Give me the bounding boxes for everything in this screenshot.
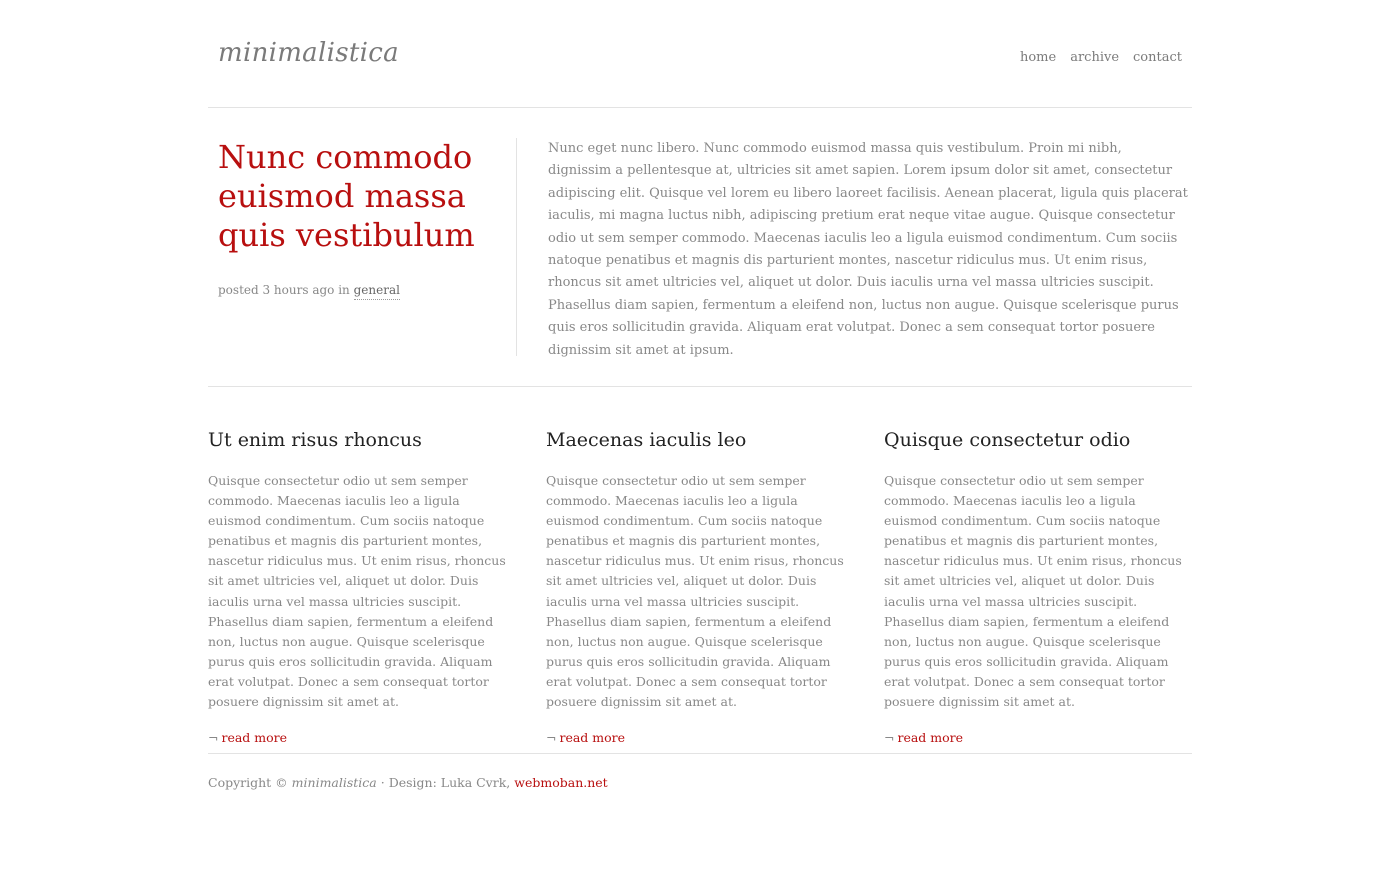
site-header xyxy=(208,0,1192,108)
read-more-label: read more xyxy=(221,730,288,746)
featured-body: Nunc eget nunc libero. Nunc commodo euismod massa quis vestibulum. Proin mi nibh, dignissim a pellentesque at, ultricies sit amet sapien. Lorem ipsum dolor sit amet, consectetur adipiscing elit. Quisque vel lorem eu libero laoreet facilisis. Aenean placerat, ligula quis placerat iaculis, mi magna luctus nibh, adipiscing pretium erat neque vitae augue. Quisque consectetur odio ut sem semper commodo. Maecenas iaculis leo a ligula euismod condimentum. Cum sociis natoque penatibus et magnis dis parturient montes, nascetur ridiculus mus. Ut enim risus, rhoncus sit amet ultricies vel, aliquet ut dolor. Duis iaculis urna vel massa ultricies suscipit. Phasellus diam sapien, fermentum a eleifend non, luctus non augue. Quisque scelerisque purus quis eros sollicitudin gravida. Aliquam erat volutpat. Donec a sem consequat tortor posuere dignissim sit amet at ipsum. xyxy=(548,141,1188,358)
column-2 xyxy=(546,427,846,746)
arrow-icon: ¬ xyxy=(546,730,557,746)
column-body: Quisque consectetur odio ut sem semper commodo. Maecenas iaculis leo a ligula euismod condimentum. Cum sociis natoque penatibus et magnis dis parturient montes, nascetur ridiculus mus. Ut enim risus, rhoncus sit amet ultricies vel, aliquet ut dolor. Duis iaculis urna vel massa ultricies suscipit. Phasellus diam sapien, fermentum a eleifend non, luctus non augue. Quisque scelerisque purus quis eros sollicitudin gravida. Aliquam erat volutpat. Donec a sem consequat tortor posuere dignissim sit amet at. xyxy=(208,473,506,710)
site-logo[interactable]: minimalistica xyxy=(218,38,399,68)
read-more-label: read more xyxy=(559,730,626,746)
post-meta xyxy=(218,283,508,297)
read-more-link[interactable] xyxy=(546,730,625,745)
footer-link[interactable]: webmoban.net xyxy=(514,775,608,790)
category-link[interactable]: general xyxy=(354,283,400,300)
column-title[interactable]: Ut enim risus rhoncus xyxy=(208,429,422,451)
featured-title-line-2: euismod massa xyxy=(218,177,466,215)
footer-brand: minimalistica xyxy=(291,775,377,790)
arrow-icon: ¬ xyxy=(884,730,895,746)
column-section xyxy=(208,387,1192,754)
column-1 xyxy=(208,427,508,746)
copyright-text: Copyright © xyxy=(208,775,288,790)
design-credit: · Design: Luka Cvrk, xyxy=(380,775,511,790)
arrow-icon: ¬ xyxy=(208,730,219,746)
read-more-link[interactable] xyxy=(208,730,287,745)
column-3 xyxy=(884,427,1184,746)
vertical-divider xyxy=(516,138,517,356)
featured-title[interactable] xyxy=(218,138,508,255)
site-footer xyxy=(208,754,1192,790)
read-more-label: read more xyxy=(897,730,964,746)
main-nav xyxy=(1020,50,1182,65)
featured-post xyxy=(208,108,1192,387)
featured-heading-block xyxy=(218,138,508,297)
column-title[interactable]: Quisque consectetur odio xyxy=(884,429,1131,451)
nav-contact-link[interactable]: contact xyxy=(1133,50,1182,65)
column-body: Quisque consectetur odio ut sem semper commodo. Maecenas iaculis leo a ligula euismod condimentum. Cum sociis natoque penatibus et magnis dis parturient montes, nascetur ridiculus mus. Ut enim risus, rhoncus sit amet ultricies vel, aliquet ut dolor. Duis iaculis urna vel massa ultricies suscipit. Phasellus diam sapien, fermentum a eleifend non, luctus non augue. Quisque scelerisque purus quis eros sollicitudin gravida. Aliquam erat volutpat. Donec a sem consequat tortor posuere dignissim sit amet at. xyxy=(884,473,1182,710)
post-meta-text: posted 3 hours ago in xyxy=(218,283,350,297)
featured-title-line-1: Nunc commodo xyxy=(218,138,473,176)
column-title[interactable]: Maecenas iaculis leo xyxy=(546,429,747,451)
featured-title-line-3: quis vestibulum xyxy=(218,216,475,254)
content-wrapper xyxy=(208,0,1192,790)
nav-home-link[interactable]: home xyxy=(1019,50,1057,65)
read-more-link[interactable] xyxy=(884,730,963,745)
column-body: Quisque consectetur odio ut sem semper commodo. Maecenas iaculis leo a ligula euismod condimentum. Cum sociis natoque penatibus et magnis dis parturient montes, nascetur ridiculus mus. Ut enim risus, rhoncus sit amet ultricies vel, aliquet ut dolor. Duis iaculis urna vel massa ultricies suscipit. Phasellus diam sapien, fermentum a eleifend non, luctus non augue. Quisque scelerisque purus quis eros sollicitudin gravida. Aliquam erat volutpat. Donec a sem consequat tortor posuere dignissim sit amet at. xyxy=(546,473,844,710)
nav-archive-link[interactable]: archive xyxy=(1070,50,1120,65)
